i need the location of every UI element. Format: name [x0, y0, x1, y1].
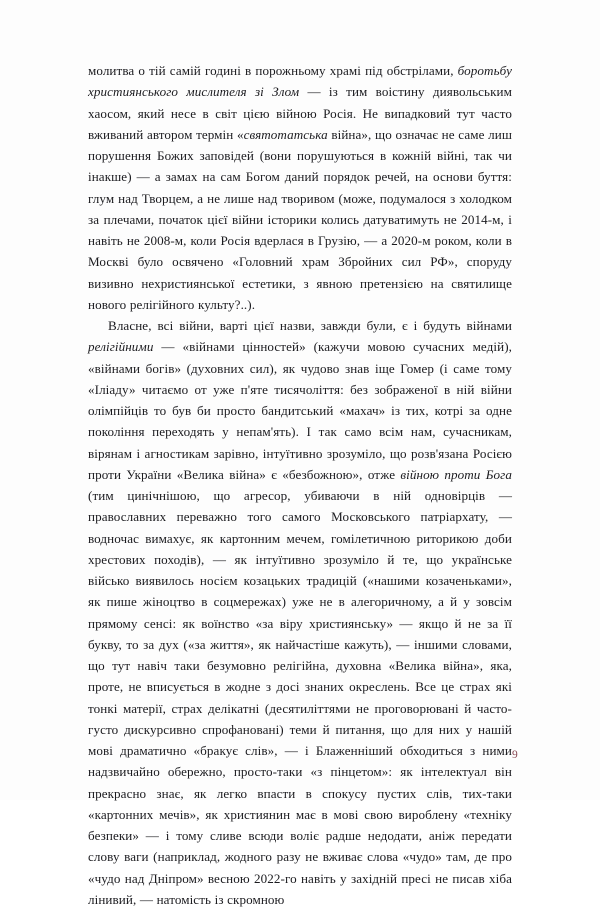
page-number: 9 — [512, 749, 518, 761]
italic-phrase: релігійними — [88, 339, 154, 355]
text-column — [88, 60, 512, 910]
italic-phrase: боротьбу християнського мислителя зі Злом — [88, 63, 512, 100]
body-paragraph-2: Власне, всі війни, варті цієї назви, завжди були, є і будуть війнами релігійними — «війнами цінностей» (кажучи мовою сучасних медій), «війнами богів» (духовних сил), як чудово знав іще Гомер (і саме тому «Іліаду» читаємо от уже п'яте тисячоліття: без зображеної в ній війни олімпійців то був би просто бандитський «махач» із тих, котрі за одне покоління переходять у непам'ять). І так само всім нам, сучасникам, вірянам і агностикам зарівно, інтуїтивно зрозуміло, що розв'язана Росією проти України «Велика війна» є «безбожною», отже війною проти Бога (тим цинічнішою, що агресор, убиваючи в ній одновірців — православних переважно того самого Московського патріархату, — водночас вимахує, як картонним мечем, гомілетичною риторикою доби хрестових походів), — як інтуїтивно зрозуміло й те, що українське військо виявилось носієм козацьких традицій («нашими козаченьками», як пише жіноцтво в соцмережах) уже не в алегоричному, а й у зовсім прямому сенсі: як воїнство «за віру християнську» — якщо й не за її букву, то за дух («за життя», як найчастіше кажуть), — іншими словами, що тут навіч таки безумовно релігійна, духовна «Велика війна», яка, проте, не вписується в жодне з досі знаних окреслень. Все це страх які тонкі матерії, страх делікатні (десятиліттями не проговорювані й часто-густо дискурсивно спрофановані) теми й питання, що для них у нашій мові драматично «бракує слів», — і Блаженніший обходиться з ними надзвичайно обережно, просто-таки «з пінцетом»: як інтелектуал він прекрасно знає, як легко впасти в спокусу пустих слів, тих-таки «картонних мечів», як християнин має в мові свою вироблену «техніку безпеки» — і тому сливе всюди воліє радше недодати, аніж передати слову ваги (наприклад, жодного разу не вживає слова «чудо» там, де про «чудо над Дніпром» весною 2022-го навіть у західній пресі не писав хіба лінивий, — натомість із скромною — [88, 318, 512, 907]
italic-phrase: війною проти Бога — [400, 466, 512, 482]
italic-phrase: святотатська — [243, 126, 328, 142]
body-paragraph-1: молитва о тій самій годині в порожньому храмі під обстрілами, боротьбу християнського мислителя зі Злом — із тим воістину диявольським хаосом, який несе в світ цією війною Росія. Не випадковий тут часто вживаний автором термін «святотатська війна», що означає не саме лиш порушення Божих заповідей (вони порушуються в кожній війні, так чи інакше) — а замах на сам Богом даний порядок речей, на основи буття: глум над Творцем, а не лише над творивом (може, подумалося з холодком за плечами, початок цієї війни історики колись датуватимуть не 2014-м, і навіть не 2008-м, коли Росія вдерлася в Грузію, — а 2020-м роком, коли в Москві було освячено «Головний храм Збройних сил РФ», споруду визивно нехристиянської естетики, з явною претензією на святилище нового релігійного культу?..). — [88, 63, 512, 312]
